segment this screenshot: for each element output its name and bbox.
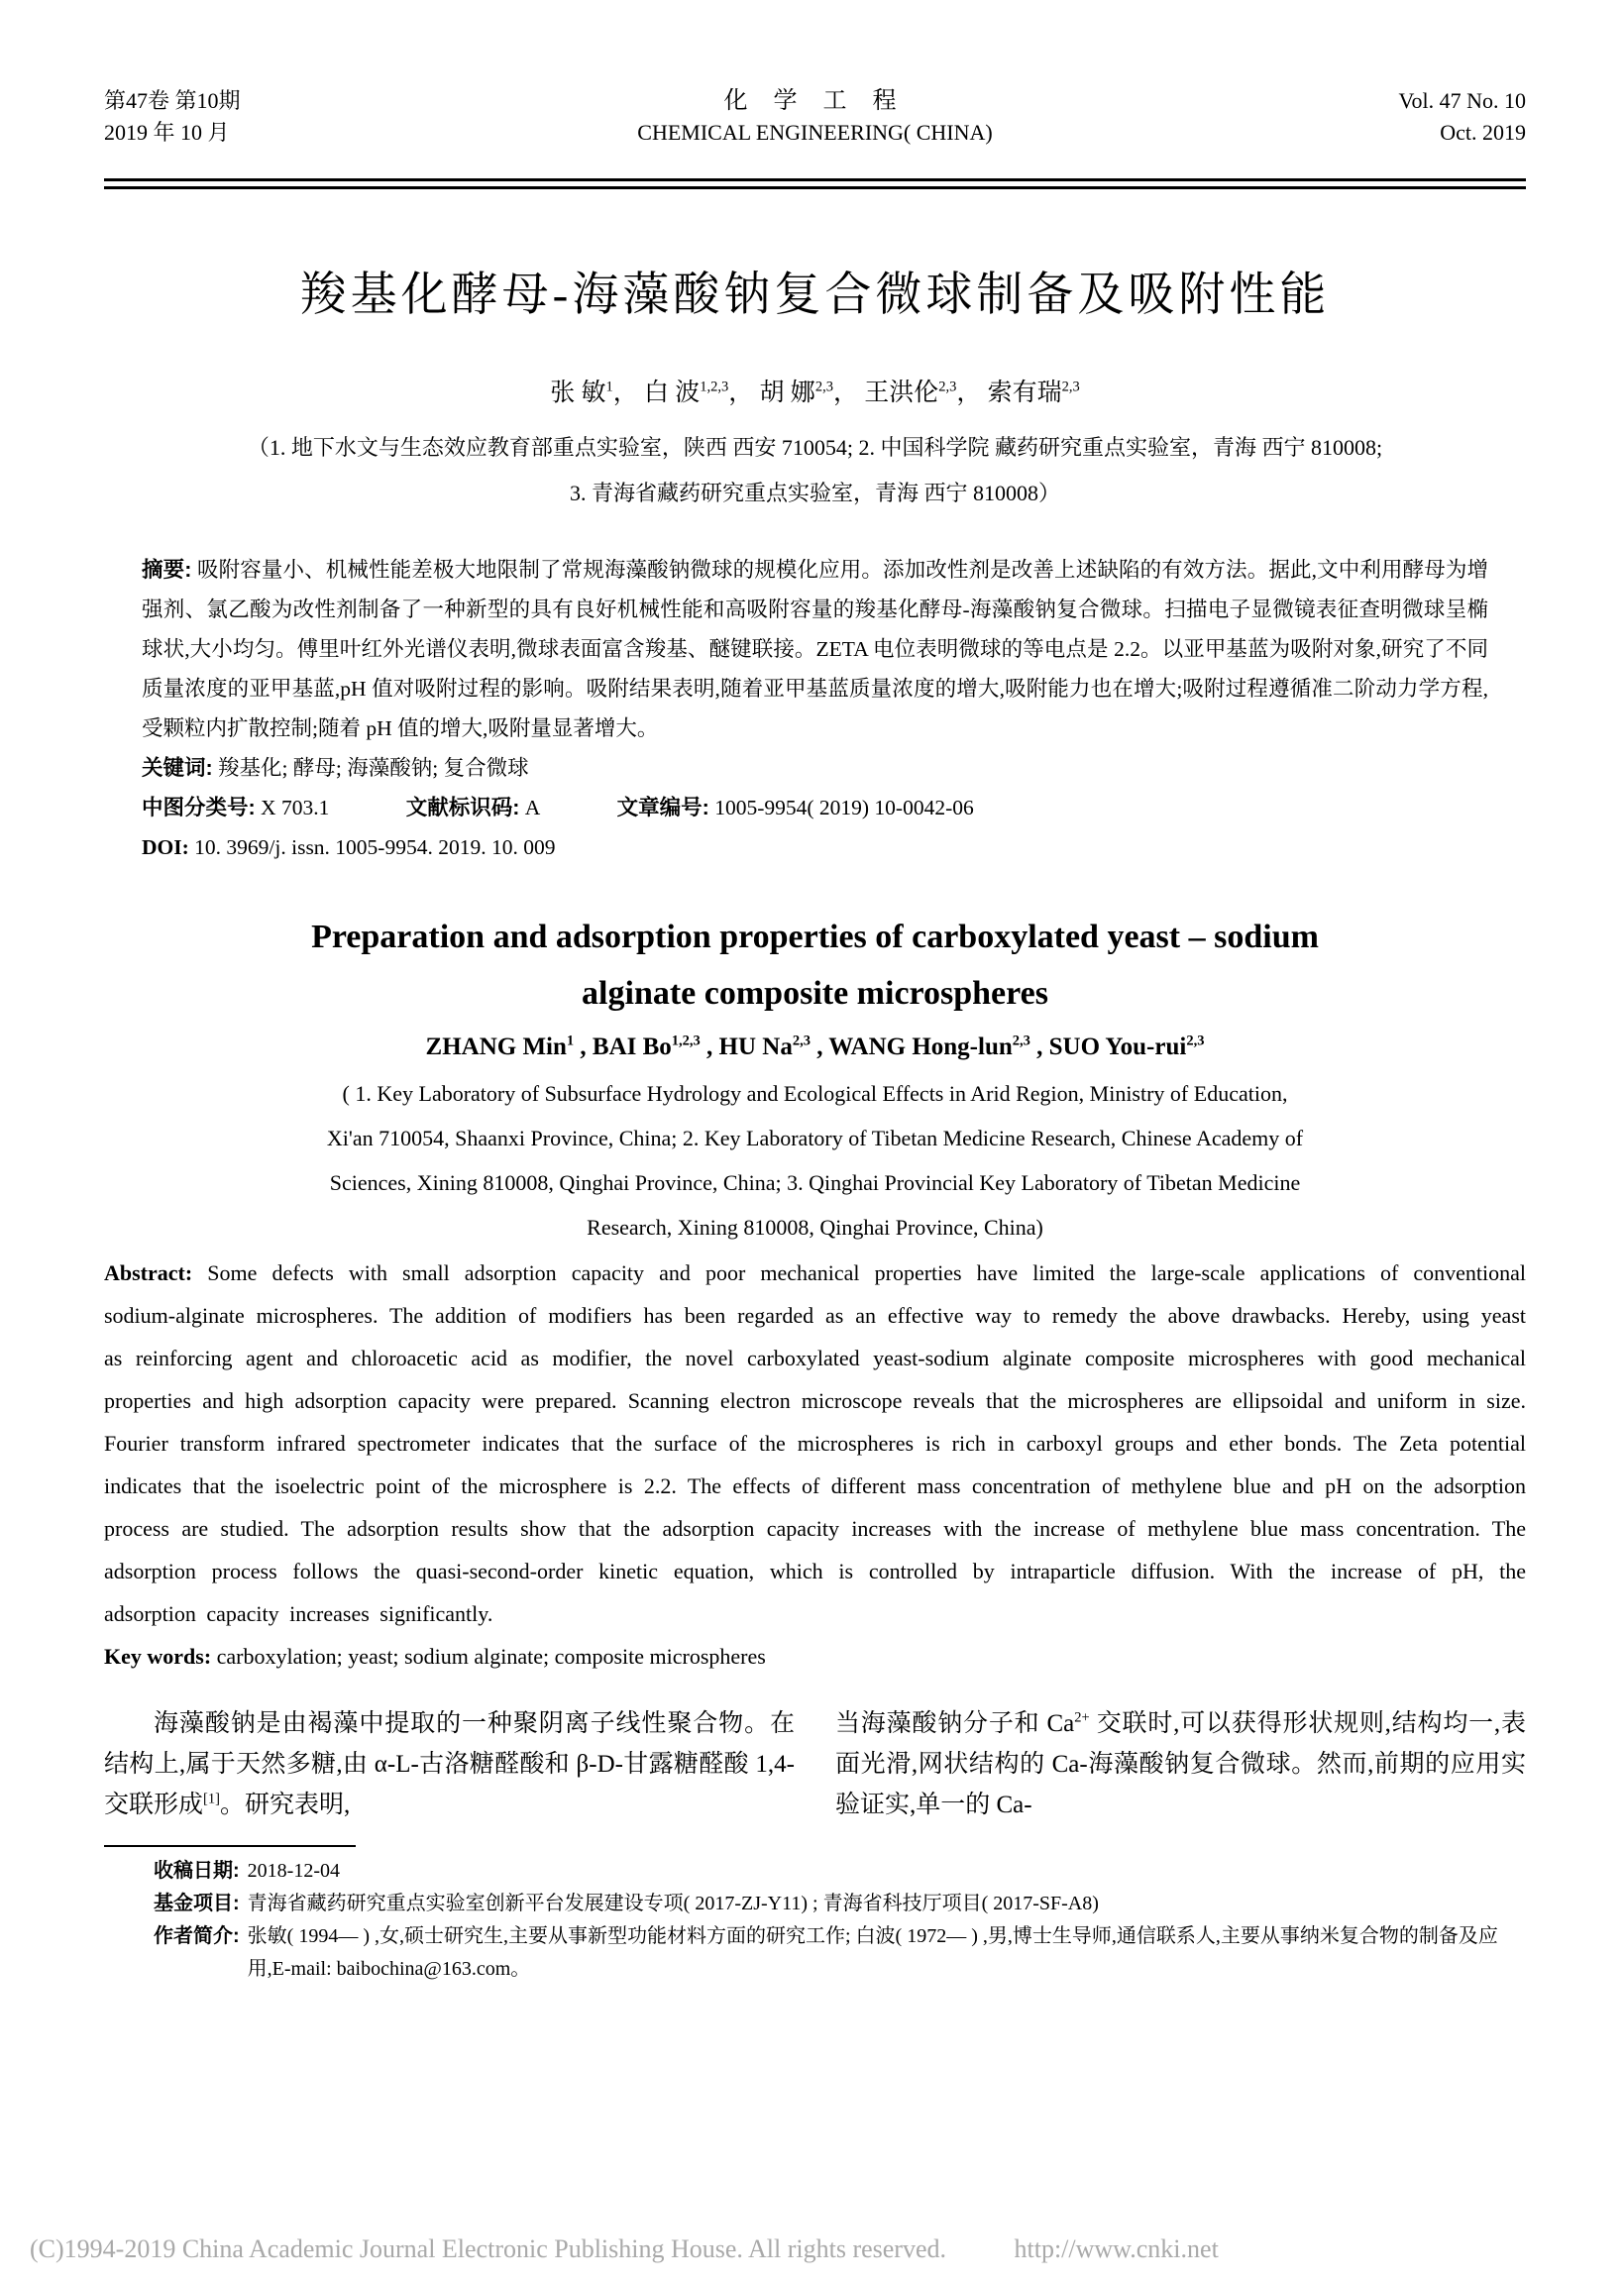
- abstract-text-cn: 吸附容量小、机械性能差极大地限制了常规海藻酸钠微球的规模化应用。添加改性剂是改善上述缺陷的有效方法。据此,文中利用酵母为增强剂、氯乙酸为改性剂制备了一种新型的具有良好机械性能和高吸附容量的羧基化酵母-海藻酸钠复合微球。扫描电子显微镜表征查明微球呈椭球状,大小均匀。傅里叶红外光谱仪表明,微球表面富含羧基、醚键联接。ZETA 电位表明微球的等电点是 2.2。以亚甲基蓝为吸附对象,研究了不同质量浓度的亚甲基蓝,pH 值对吸附过程的影响。吸附结果表明,随着亚甲基蓝质量浓度的增大,吸附能力也在增大;吸附过程遵循准二阶动力学方程,受颗粒内扩散控制;随着 pH 值的增大,吸附量显著增大。: [142, 558, 1488, 740]
- article-title-en: [104, 909, 1526, 1022]
- author-cn: 王洪伦$^{2,3}$: [864, 379, 957, 406]
- journal-name-cn: 化 学 工 程: [723, 88, 907, 114]
- clc-label: 中图分类号:: [142, 796, 256, 819]
- author-separator: ,: [1029, 1034, 1049, 1060]
- author-en: WANG Hong-lun$^{2,3}$: [828, 1033, 1030, 1060]
- affiliation-line: 3. 青海省藏药研究重点实验室，青海 西宁 810008）: [569, 481, 1060, 505]
- affiliation-line: （1. 地下水文与生态效应教育部重点实验室，陕西 西安 710054; 2. 中国科学院 藏药研究重点实验室，青海 西宁 810008;: [247, 435, 1383, 460]
- running-head-left: [104, 85, 401, 149]
- keywords-cn: [142, 748, 1488, 788]
- article-no-pair: [617, 796, 974, 819]
- author-affil-sup: 2,3: [1012, 1033, 1030, 1049]
- author-separator: ,: [700, 1034, 719, 1060]
- affiliation-line: Sciences, Xining 810008, Qinghai Province, China; 3. Qinghai Provincial Key Laboratory of Tibetan Medicine: [329, 1170, 1301, 1195]
- title-en-line1: Preparation and adsorption properties of carboxylated yeast – sodium: [311, 919, 1319, 955]
- author-cn: 张 敏$^1$: [550, 379, 613, 406]
- author-affil-sup: 1: [566, 1033, 575, 1049]
- classification-row: [142, 788, 1488, 827]
- author-bio-label: 作者简介:: [154, 1925, 240, 1947]
- doc-code-pair: [406, 796, 541, 819]
- author-separator: ,: [574, 1034, 593, 1060]
- body-column-left: [104, 1703, 795, 1825]
- article-no-value: 1005-9954( 2019) 10-0042-06: [714, 796, 974, 819]
- body-paragraph: 海藻酸钠是由褐藻中提取的一种聚阴离子线性聚合物。在结构上,属于天然多糖,由 α-L-古洛糖醛酸和 β-D-甘露糖醛酸 1,4-交联形成[1]。研究表明,: [104, 1710, 795, 1818]
- keywords-en: [104, 1635, 1526, 1678]
- author-en: HU Na$^{2,3}$: [718, 1033, 811, 1060]
- footnote-rule: [104, 1845, 356, 1847]
- author-affil-sup: 1,2,3: [700, 379, 729, 395]
- ion-charge-sup: 2+: [1074, 1709, 1090, 1726]
- author-affil-sup: 2,3: [1186, 1033, 1205, 1049]
- journal-name-en: CHEMICAL ENGINEERING( CHINA): [637, 120, 993, 145]
- author-affil-sup: 2,3: [792, 1033, 811, 1049]
- affiliations-en: [104, 1071, 1526, 1250]
- body-columns: [104, 1703, 1526, 1825]
- author-separator: ,: [810, 1034, 829, 1060]
- funding-label: 基金项目:: [154, 1893, 240, 1914]
- volume-issue-cn: 第47卷 第10期: [104, 88, 241, 113]
- keywords-label-cn: 关键词:: [142, 756, 213, 780]
- abstract-cn: [142, 550, 1488, 748]
- footnotes: [154, 1855, 1526, 1986]
- abstract-text-en: Some defects with small adsorption capacity and poor mechanical properties have limited the large-scale applications of conventional sodium-alginate microspheres. The addition of modifiers has been regarded as an effective way to remedy the above drawbacks. Hereby, using yeast as reinforcing agent and chloroacetic acid as modifier, the novel carboxylated yeast-sodium alginate composite microspheres with good mechanical properties and high adsorption capacity were prepared. Scanning electron microscope reveals that the microspheres are ellipsoidal and uniform in size. Fourier transform infrared spectrometer indicates that the surface of the microspheres is rich in carboxyl groups and ether bonds. The Zeta potential indicates that the isoelectric point of the microsphere is 2.2. The effects of different mass concentration of methylene blue and pH on the adsorption process are studied. The adsorption results show that the adsorption capacity increases with the increase of methylene blue mass concentration. The adsorption process follows the quasi-second-order kinetic equation, which is controlled by intraparticle diffusion. With the increase of pH, the adsorption capacity increases significantly.: [104, 1260, 1527, 1626]
- author-affil-sup: 2,3: [1061, 379, 1080, 395]
- keywords-label-en: Key words:: [104, 1644, 212, 1669]
- author-affil-sup: 2,3: [938, 379, 957, 395]
- authors-cn: [104, 374, 1526, 413]
- cn-meta-block: [142, 550, 1488, 867]
- abstract-en: [104, 1252, 1526, 1635]
- header-double-rule: [104, 178, 1526, 189]
- author-en: SUO You-rui$^{2,3}$: [1048, 1033, 1205, 1060]
- running-head-right: [1229, 85, 1526, 149]
- affiliation-line: ( 1. Key Laboratory of Subsurface Hydrology and Ecological Effects in Arid Region, Ministry of Education,: [342, 1081, 1288, 1106]
- author-separator: ，: [612, 380, 638, 406]
- received-date-value: 2018-12-04: [247, 1860, 340, 1882]
- title-en-line2: alginate composite microspheres: [582, 975, 1048, 1012]
- author-cn: 索有瑞$^{2,3}$: [987, 379, 1080, 406]
- clc-value: X 703.1: [261, 796, 330, 819]
- clc-pair: [142, 796, 329, 819]
- author-cn: 白 波$^{1,2,3}$: [644, 379, 729, 406]
- author-en: BAI Bo$^{1,2,3}$: [592, 1033, 701, 1060]
- affiliations-cn: [104, 425, 1526, 516]
- body-paragraph: 当海藻酸钠分子和 $Ca^{2+}$ 交联时,可以获得形状规则,结构均一,表面光滑,网状结构的 Ca-海藻酸钠复合微球。然而,前期的应用实验证实,单一的 Ca-: [835, 1709, 1526, 1818]
- keywords-text-en: carboxylation; yeast; sodium alginate; composite microspheres: [216, 1644, 766, 1669]
- article-no-label: 文章编号:: [616, 796, 709, 819]
- date-en: Oct. 2019: [1440, 120, 1526, 145]
- abstract-label-cn: 摘要:: [142, 558, 192, 582]
- funding-row: [154, 1888, 1526, 1920]
- doi-label: DOI:: [142, 835, 189, 859]
- author-separator: ，: [956, 380, 982, 406]
- received-date-label: 收稿日期:: [154, 1860, 240, 1882]
- article-title-cn: 羧基化酵母-海藻酸钠复合微球制备及吸附性能: [299, 270, 1331, 321]
- copyright-line: [30, 2234, 1219, 2264]
- received-date-row: [154, 1855, 1526, 1888]
- author-bio-row: [154, 1920, 1526, 1986]
- doc-code-label: 文献标识码:: [405, 796, 520, 819]
- date-cn: 2019 年 10 月: [104, 120, 230, 145]
- body-column-right: [835, 1703, 1526, 1825]
- author-affil-sup: 2,3: [814, 379, 833, 395]
- copyright-text: (C)1994-2019 China Academic Journal Electronic Publishing House. All rights reserved.: [30, 2234, 946, 2263]
- authors-en: [104, 1028, 1526, 1067]
- author-en: ZHANG Min$^1$: [425, 1033, 575, 1060]
- funding-value: 青海省藏药研究重点实验室创新平台发展建设专项( 2017-ZJ-Y11) ; 青海省科技厅项目( 2017-SF-A8): [247, 1893, 1099, 1914]
- doc-code-value: A: [524, 796, 541, 819]
- affiliation-line: Xi'an 710054, Shaanxi Province, China; 2. Key Laboratory of Tibetan Medicine Research, Chinese Academy of: [326, 1126, 1304, 1150]
- author-affil-sup: 1,2,3: [671, 1033, 701, 1049]
- running-head: [104, 85, 1526, 149]
- running-head-center: [401, 85, 1229, 149]
- author-cn: 胡 娜$^{2,3}$: [759, 379, 833, 406]
- affiliation-line: Research, Xining 810008, Qinghai Province, China): [587, 1215, 1043, 1240]
- doi-value: 10. 3969/j. issn. 1005-9954. 2019. 10. 009: [194, 835, 556, 859]
- author-separator: ，: [728, 380, 754, 406]
- abstract-label-en: Abstract:: [104, 1260, 193, 1285]
- doi-row: [142, 827, 1488, 867]
- reference-sup: [1]: [203, 1791, 220, 1807]
- copyright-url: http://www.cnki.net: [1014, 2234, 1219, 2263]
- author-bio-value: 张敏( 1994— ) ,女,硕士研究生,主要从事新型功能材料方面的研究工作; 白波( 1972— ) ,男,博士生导师,通信联系人,主要从事纳米复合物的制备及应用,E-mail: baibochina@163.com。: [247, 1925, 1498, 1980]
- author-separator: ，: [832, 380, 858, 406]
- volume-issue-en: Vol. 47 No. 10: [1398, 88, 1526, 113]
- keywords-text-cn: 羧基化; 酵母; 海藻酸钠; 复合微球: [218, 756, 529, 780]
- author-affil-sup: 1: [605, 379, 613, 395]
